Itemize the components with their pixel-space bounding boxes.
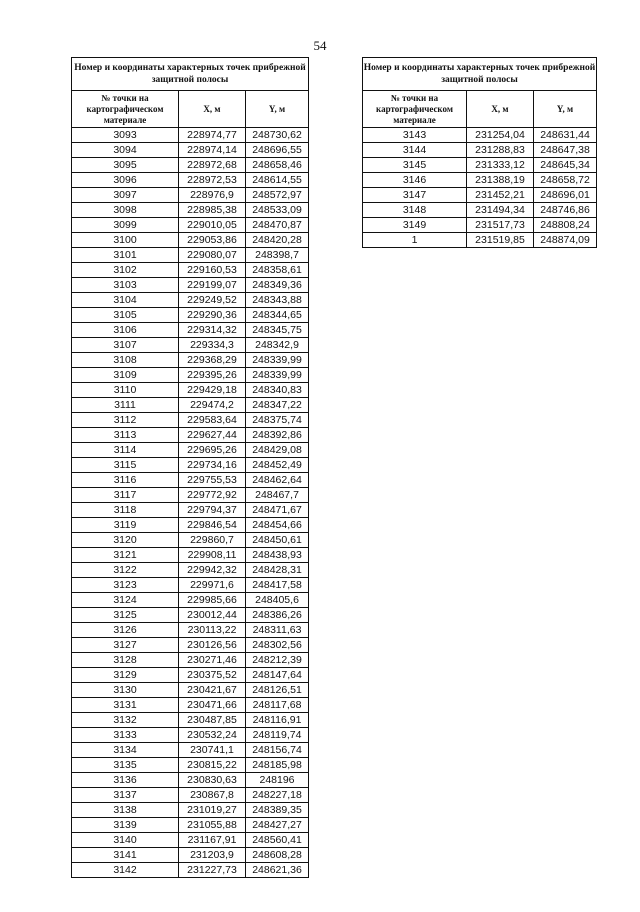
x-coordinate-cell: 228974,77 [179, 128, 246, 143]
point-number-cell: 3134 [72, 743, 179, 758]
point-number-cell: 3102 [72, 263, 179, 278]
point-number-cell: 3149 [363, 218, 467, 233]
y-coordinate-cell: 248438,93 [246, 548, 309, 563]
x-coordinate-cell: 229474,2 [179, 398, 246, 413]
point-number-cell: 3124 [72, 593, 179, 608]
point-number-cell: 3145 [363, 158, 467, 173]
y-coordinate-cell: 248358,61 [246, 263, 309, 278]
table-row [72, 623, 309, 638]
x-coordinate-cell: 229583,64 [179, 413, 246, 428]
point-number-cell: 3095 [72, 158, 179, 173]
point-number-cell: 3105 [72, 308, 179, 323]
page-number: 54 [313, 38, 327, 53]
point-number-cell: 3130 [72, 683, 179, 698]
point-number-cell: 3139 [72, 818, 179, 833]
point-number-cell: 3114 [72, 443, 179, 458]
table-row [363, 158, 597, 173]
table-row [72, 338, 309, 353]
table-caption: Номер и координаты характерных точек прибрежной защитной полосы [363, 58, 597, 91]
y-coordinate-cell: 248631,44 [534, 128, 597, 143]
point-number-cell: 3101 [72, 248, 179, 263]
table-row [72, 353, 309, 368]
y-coordinate-cell: 248389,35 [246, 803, 309, 818]
x-coordinate-cell: 229010,05 [179, 218, 246, 233]
y-coordinate-cell: 248533,09 [246, 203, 309, 218]
x-coordinate-cell: 229695,26 [179, 443, 246, 458]
point-number-cell: 3107 [72, 338, 179, 353]
table-row [363, 188, 597, 203]
x-coordinate-cell: 230271,46 [179, 653, 246, 668]
y-coordinate-cell: 248429,08 [246, 443, 309, 458]
x-coordinate-cell: 231494,34 [467, 203, 534, 218]
table-row [72, 818, 309, 833]
column-header-x: X, м [467, 91, 534, 128]
table-row [363, 203, 597, 218]
y-coordinate-cell: 248343,88 [246, 293, 309, 308]
point-number-cell: 3118 [72, 503, 179, 518]
column-header-y: Y, м [246, 91, 309, 128]
x-coordinate-cell: 231227,73 [179, 863, 246, 878]
point-number-cell: 3094 [72, 143, 179, 158]
x-coordinate-cell: 229860,7 [179, 533, 246, 548]
x-coordinate-cell: 229627,44 [179, 428, 246, 443]
table-row [72, 443, 309, 458]
x-coordinate-cell: 229971,6 [179, 578, 246, 593]
x-coordinate-cell: 228972,53 [179, 173, 246, 188]
x-coordinate-cell: 231519,85 [467, 233, 534, 248]
y-coordinate-cell: 248560,41 [246, 833, 309, 848]
x-coordinate-cell: 229160,53 [179, 263, 246, 278]
y-coordinate-cell: 248621,36 [246, 863, 309, 878]
table-row [72, 608, 309, 623]
table-row [72, 278, 309, 293]
point-number-cell: 3100 [72, 233, 179, 248]
point-number-cell: 3131 [72, 698, 179, 713]
point-number-cell: 3117 [72, 488, 179, 503]
x-coordinate-cell: 231203,9 [179, 848, 246, 863]
y-coordinate-cell: 248572,97 [246, 188, 309, 203]
table-row [72, 683, 309, 698]
column-header-y: Y, м [534, 91, 597, 128]
point-number-cell: 3097 [72, 188, 179, 203]
x-coordinate-cell: 229985,66 [179, 593, 246, 608]
x-coordinate-cell: 229080,07 [179, 248, 246, 263]
table-row [72, 248, 309, 263]
table-row [72, 428, 309, 443]
coordinates-table-right [362, 57, 597, 248]
x-coordinate-cell: 228972,68 [179, 158, 246, 173]
y-coordinate-cell: 248119,74 [246, 728, 309, 743]
column-header-x: X, м [179, 91, 246, 128]
point-number-cell: 3106 [72, 323, 179, 338]
table-row [72, 638, 309, 653]
point-number-cell: 3103 [72, 278, 179, 293]
point-number-cell: 3121 [72, 548, 179, 563]
x-coordinate-cell: 228976,9 [179, 188, 246, 203]
point-number-cell: 3112 [72, 413, 179, 428]
table-row [363, 128, 597, 143]
point-number-cell: 3116 [72, 473, 179, 488]
y-coordinate-cell: 248454,66 [246, 518, 309, 533]
x-coordinate-cell: 229314,32 [179, 323, 246, 338]
y-coordinate-cell: 248117,68 [246, 698, 309, 713]
x-coordinate-cell: 230421,67 [179, 683, 246, 698]
y-coordinate-cell: 248339,99 [246, 368, 309, 383]
point-number-cell: 1 [363, 233, 467, 248]
point-number-cell: 3146 [363, 173, 467, 188]
point-number-cell: 3141 [72, 848, 179, 863]
y-coordinate-cell: 248126,51 [246, 683, 309, 698]
table-row [72, 263, 309, 278]
table-row [363, 173, 597, 188]
y-coordinate-cell: 248405,6 [246, 593, 309, 608]
point-number-cell: 3132 [72, 713, 179, 728]
table-row [72, 368, 309, 383]
table-row [72, 728, 309, 743]
y-coordinate-cell: 248420,28 [246, 233, 309, 248]
point-number-cell: 3125 [72, 608, 179, 623]
y-coordinate-cell: 248342,9 [246, 338, 309, 353]
y-coordinate-cell: 248462,64 [246, 473, 309, 488]
table-row [72, 848, 309, 863]
x-coordinate-cell: 229772,92 [179, 488, 246, 503]
point-number-cell: 3128 [72, 653, 179, 668]
table-row [72, 563, 309, 578]
table-row [72, 203, 309, 218]
y-coordinate-cell: 248417,58 [246, 578, 309, 593]
table-row [363, 218, 597, 233]
table-row [72, 218, 309, 233]
table-row [363, 143, 597, 158]
point-number-cell: 3099 [72, 218, 179, 233]
y-coordinate-cell: 248696,01 [534, 188, 597, 203]
x-coordinate-cell: 230471,66 [179, 698, 246, 713]
x-coordinate-cell: 231288,83 [467, 143, 534, 158]
y-coordinate-cell: 248470,87 [246, 218, 309, 233]
y-coordinate-cell: 248156,74 [246, 743, 309, 758]
x-coordinate-cell: 230867,8 [179, 788, 246, 803]
x-coordinate-cell: 229199,07 [179, 278, 246, 293]
point-number-cell: 3144 [363, 143, 467, 158]
table-row [72, 188, 309, 203]
y-coordinate-cell: 248645,34 [534, 158, 597, 173]
x-coordinate-cell: 228974,14 [179, 143, 246, 158]
column-header-point-number: № точки на картографическом материале [72, 91, 179, 128]
x-coordinate-cell: 230012,44 [179, 608, 246, 623]
point-number-cell: 3142 [72, 863, 179, 878]
coordinates-table-left [71, 57, 309, 878]
x-coordinate-cell: 231167,91 [179, 833, 246, 848]
table-row [72, 473, 309, 488]
point-number-cell: 3140 [72, 833, 179, 848]
y-coordinate-cell: 248428,31 [246, 563, 309, 578]
y-coordinate-cell: 248227,18 [246, 788, 309, 803]
point-number-cell: 3111 [72, 398, 179, 413]
table-row [72, 758, 309, 773]
point-number-cell: 3109 [72, 368, 179, 383]
column-header-point-number: № точки на картографическом материале [363, 91, 467, 128]
point-number-cell: 3126 [72, 623, 179, 638]
x-coordinate-cell: 229395,26 [179, 368, 246, 383]
x-coordinate-cell: 228985,38 [179, 203, 246, 218]
table-row [72, 173, 309, 188]
y-coordinate-cell: 248302,56 [246, 638, 309, 653]
table-row [72, 308, 309, 323]
y-coordinate-cell: 248375,74 [246, 413, 309, 428]
table-row [72, 158, 309, 173]
x-coordinate-cell: 229334,3 [179, 338, 246, 353]
x-coordinate-cell: 230741,1 [179, 743, 246, 758]
y-coordinate-cell: 248340,83 [246, 383, 309, 398]
point-number-cell: 3133 [72, 728, 179, 743]
table-row [72, 293, 309, 308]
y-coordinate-cell: 248392,86 [246, 428, 309, 443]
x-coordinate-cell: 230113,22 [179, 623, 246, 638]
x-coordinate-cell: 230532,24 [179, 728, 246, 743]
x-coordinate-cell: 231517,73 [467, 218, 534, 233]
y-coordinate-cell: 248467,7 [246, 488, 309, 503]
point-number-cell: 3148 [363, 203, 467, 218]
point-number-cell: 3138 [72, 803, 179, 818]
x-coordinate-cell: 230375,52 [179, 668, 246, 683]
table-row [72, 458, 309, 473]
y-coordinate-cell: 248658,46 [246, 158, 309, 173]
table-row [72, 698, 309, 713]
table-row [72, 533, 309, 548]
point-number-cell: 3108 [72, 353, 179, 368]
y-coordinate-cell: 248696,55 [246, 143, 309, 158]
point-number-cell: 3104 [72, 293, 179, 308]
table-row [72, 803, 309, 818]
table-row [72, 863, 309, 878]
table-row [72, 503, 309, 518]
y-coordinate-cell: 248339,99 [246, 353, 309, 368]
table-row [363, 233, 597, 248]
x-coordinate-cell: 229908,11 [179, 548, 246, 563]
x-coordinate-cell: 231254,04 [467, 128, 534, 143]
table-caption: Номер и координаты характерных точек прибрежной защитной полосы [72, 58, 309, 91]
table-row [72, 548, 309, 563]
y-coordinate-cell: 248730,62 [246, 128, 309, 143]
point-number-cell: 3093 [72, 128, 179, 143]
x-coordinate-cell: 229846,54 [179, 518, 246, 533]
point-number-cell: 3115 [72, 458, 179, 473]
table-row [72, 668, 309, 683]
point-number-cell: 3113 [72, 428, 179, 443]
y-coordinate-cell: 248450,61 [246, 533, 309, 548]
y-coordinate-cell: 248347,22 [246, 398, 309, 413]
y-coordinate-cell: 248344,65 [246, 308, 309, 323]
x-coordinate-cell: 230126,56 [179, 638, 246, 653]
y-coordinate-cell: 248874,09 [534, 233, 597, 248]
point-number-cell: 3129 [72, 668, 179, 683]
point-number-cell: 3143 [363, 128, 467, 143]
y-coordinate-cell: 248185,98 [246, 758, 309, 773]
table-row [72, 653, 309, 668]
y-coordinate-cell: 248658,72 [534, 173, 597, 188]
table-row [72, 413, 309, 428]
table-row [72, 233, 309, 248]
table-row [72, 773, 309, 788]
table-row [72, 128, 309, 143]
y-coordinate-cell: 248311,63 [246, 623, 309, 638]
point-number-cell: 3120 [72, 533, 179, 548]
point-number-cell: 3110 [72, 383, 179, 398]
point-number-cell: 3122 [72, 563, 179, 578]
y-coordinate-cell: 248427,27 [246, 818, 309, 833]
point-number-cell: 3135 [72, 758, 179, 773]
point-number-cell: 3096 [72, 173, 179, 188]
point-number-cell: 3137 [72, 788, 179, 803]
table-row [72, 713, 309, 728]
table-row [72, 143, 309, 158]
table-row [72, 833, 309, 848]
point-number-cell: 3098 [72, 203, 179, 218]
point-number-cell: 3147 [363, 188, 467, 203]
x-coordinate-cell: 230815,22 [179, 758, 246, 773]
x-coordinate-cell: 230830,63 [179, 773, 246, 788]
x-coordinate-cell: 229290,36 [179, 308, 246, 323]
table-row [72, 323, 309, 338]
x-coordinate-cell: 229942,32 [179, 563, 246, 578]
y-coordinate-cell: 248116,91 [246, 713, 309, 728]
table-row [72, 788, 309, 803]
y-coordinate-cell: 248386,26 [246, 608, 309, 623]
y-coordinate-cell: 248746,86 [534, 203, 597, 218]
y-coordinate-cell: 248471,67 [246, 503, 309, 518]
x-coordinate-cell: 229794,37 [179, 503, 246, 518]
y-coordinate-cell: 248345,75 [246, 323, 309, 338]
y-coordinate-cell: 248212,39 [246, 653, 309, 668]
y-coordinate-cell: 248398,7 [246, 248, 309, 263]
x-coordinate-cell: 229053,86 [179, 233, 246, 248]
table-row [72, 488, 309, 503]
table-row [72, 383, 309, 398]
table-row [72, 593, 309, 608]
x-coordinate-cell: 229368,29 [179, 353, 246, 368]
table-row [72, 578, 309, 593]
table-row [72, 398, 309, 413]
point-number-cell: 3127 [72, 638, 179, 653]
y-coordinate-cell: 248614,55 [246, 173, 309, 188]
y-coordinate-cell: 248608,28 [246, 848, 309, 863]
x-coordinate-cell: 229734,16 [179, 458, 246, 473]
table-row [72, 743, 309, 758]
x-coordinate-cell: 231055,88 [179, 818, 246, 833]
table-row [72, 518, 309, 533]
x-coordinate-cell: 229249,52 [179, 293, 246, 308]
y-coordinate-cell: 248452,49 [246, 458, 309, 473]
point-number-cell: 3136 [72, 773, 179, 788]
x-coordinate-cell: 229755,53 [179, 473, 246, 488]
x-coordinate-cell: 231452,21 [467, 188, 534, 203]
y-coordinate-cell: 248349,36 [246, 278, 309, 293]
y-coordinate-cell: 248647,38 [534, 143, 597, 158]
point-number-cell: 3123 [72, 578, 179, 593]
x-coordinate-cell: 231019,27 [179, 803, 246, 818]
point-number-cell: 3119 [72, 518, 179, 533]
y-coordinate-cell: 248808,24 [534, 218, 597, 233]
x-coordinate-cell: 231388,19 [467, 173, 534, 188]
x-coordinate-cell: 231333,12 [467, 158, 534, 173]
y-coordinate-cell: 248147,64 [246, 668, 309, 683]
y-coordinate-cell: 248196 [246, 773, 309, 788]
x-coordinate-cell: 230487,85 [179, 713, 246, 728]
x-coordinate-cell: 229429,18 [179, 383, 246, 398]
